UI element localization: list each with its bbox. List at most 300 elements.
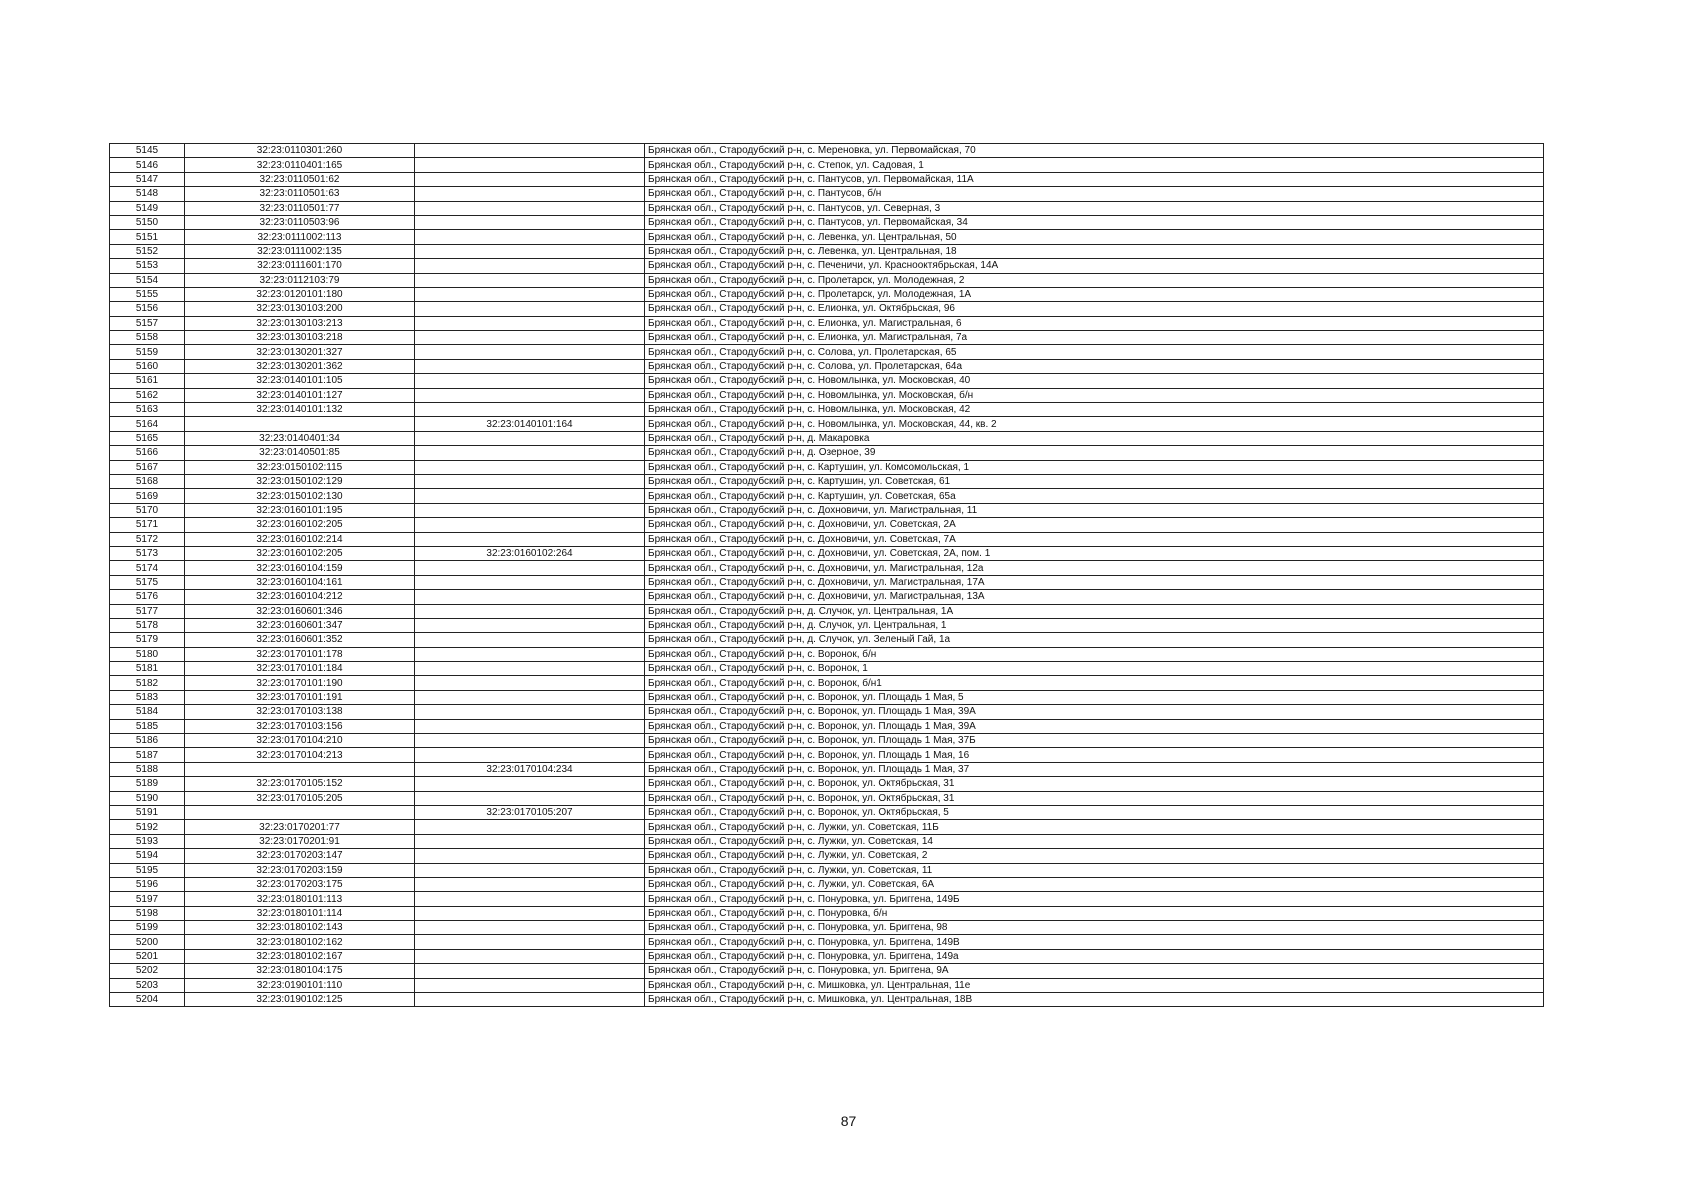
table-row xyxy=(110,403,1544,417)
table-row xyxy=(110,834,1544,848)
table-row xyxy=(110,618,1544,632)
cadastral-number-cell: 32:23:0170103:138 xyxy=(185,705,415,719)
table-row xyxy=(110,734,1544,748)
sub-object-cadastral-cell xyxy=(415,273,645,287)
sub-object-cadastral-cell xyxy=(415,748,645,762)
sub-object-cadastral-cell xyxy=(415,259,645,273)
cadastral-number-cell: 32:23:0110301:260 xyxy=(185,144,415,158)
sub-object-cadastral-cell xyxy=(415,662,645,676)
address-cell: Брянская обл., Стародубский р-н, с. Дохновичи, ул. Советская, 2А, пом. 1 xyxy=(645,546,1544,560)
cadastral-number-cell: 32:23:0110501:63 xyxy=(185,187,415,201)
sub-object-cadastral-cell xyxy=(415,460,645,474)
cadastral-number-cell: 32:23:0160101:195 xyxy=(185,503,415,517)
address-cell: Брянская обл., Стародубский р-н, с. Понуровка, ул. Бриггена, 9А xyxy=(645,964,1544,978)
row-number-cell: 5183 xyxy=(110,690,185,704)
address-cell: Брянская обл., Стародубский р-н, с. Лужки, ул. Советская, 11 xyxy=(645,863,1544,877)
address-cell: Брянская обл., Стародубский р-н, д. Случок, ул. Центральная, 1 xyxy=(645,618,1544,632)
address-cell: Брянская обл., Стародубский р-н, с. Пантусов, ул. Северная, 3 xyxy=(645,201,1544,215)
sub-object-cadastral-cell xyxy=(415,144,645,158)
sub-object-cadastral-cell xyxy=(415,834,645,848)
row-number-cell: 5204 xyxy=(110,993,185,1007)
address-cell: Брянская обл., Стародубский р-н, д. Макаровка xyxy=(645,431,1544,445)
row-number-cell: 5153 xyxy=(110,259,185,273)
table-row xyxy=(110,374,1544,388)
cadastral-number-cell: 32:23:0170203:175 xyxy=(185,877,415,891)
cadastral-number-cell: 32:23:0170203:159 xyxy=(185,863,415,877)
address-cell: Брянская обл., Стародубский р-н, с. Дохновичи, ул. Магистральная, 17А xyxy=(645,575,1544,589)
address-cell: Брянская обл., Стародубский р-н, с. Воронок, ул. Площадь 1 Мая, 16 xyxy=(645,748,1544,762)
sub-object-cadastral-cell: 32:23:0140101:164 xyxy=(415,417,645,431)
row-number-cell: 5196 xyxy=(110,877,185,891)
row-number-cell: 5166 xyxy=(110,446,185,460)
table-row xyxy=(110,791,1544,805)
sub-object-cadastral-cell xyxy=(415,777,645,791)
address-cell: Брянская обл., Стародубский р-н, с. Новомлынка, ул. Московская, 42 xyxy=(645,403,1544,417)
sub-object-cadastral-cell xyxy=(415,230,645,244)
row-number-cell: 5178 xyxy=(110,618,185,632)
table-row xyxy=(110,676,1544,690)
table-row xyxy=(110,532,1544,546)
row-number-cell: 5171 xyxy=(110,518,185,532)
table-row xyxy=(110,561,1544,575)
cadastral-number-cell: 32:23:0130201:327 xyxy=(185,345,415,359)
address-cell: Брянская обл., Стародубский р-н, с. Мереновка, ул. Первомайская, 70 xyxy=(645,144,1544,158)
cadastral-number-cell: 32:23:0150102:130 xyxy=(185,489,415,503)
row-number-cell: 5194 xyxy=(110,849,185,863)
address-cell: Брянская обл., Стародубский р-н, с. Картушин, ул. Советская, 65а xyxy=(645,489,1544,503)
cadastral-number-cell: 32:23:0170101:191 xyxy=(185,690,415,704)
cadastral-number-cell: 32:23:0160104:212 xyxy=(185,590,415,604)
sub-object-cadastral-cell xyxy=(415,302,645,316)
cadastral-number-cell: 32:23:0130103:213 xyxy=(185,316,415,330)
row-number-cell: 5151 xyxy=(110,230,185,244)
address-cell: Брянская обл., Стародубский р-н, с. Картушин, ул. Комсомольская, 1 xyxy=(645,460,1544,474)
row-number-cell: 5154 xyxy=(110,273,185,287)
address-cell: Брянская обл., Стародубский р-н, д. Случок, ул. Зеленый Гай, 1а xyxy=(645,633,1544,647)
cadastral-number-cell xyxy=(185,805,415,819)
row-number-cell: 5195 xyxy=(110,863,185,877)
address-cell: Брянская обл., Стародубский р-н, с. Пролетарск, ул. Молодежная, 2 xyxy=(645,273,1544,287)
sub-object-cadastral-cell xyxy=(415,964,645,978)
address-cell: Брянская обл., Стародубский р-н, д. Случок, ул. Центральная, 1А xyxy=(645,604,1544,618)
table-row xyxy=(110,820,1544,834)
table-row xyxy=(110,417,1544,431)
sub-object-cadastral-cell xyxy=(415,734,645,748)
row-number-cell: 5165 xyxy=(110,431,185,445)
address-cell: Брянская обл., Стародубский р-н, с. Картушин, ул. Советская, 61 xyxy=(645,474,1544,488)
address-cell: Брянская обл., Стародубский р-н, с. Пантусов, ул. Первомайская, 11А xyxy=(645,172,1544,186)
table-row xyxy=(110,446,1544,460)
table-row xyxy=(110,647,1544,661)
address-cell: Брянская обл., Стародубский р-н, с. Солова, ул. Пролетарская, 64а xyxy=(645,359,1544,373)
row-number-cell: 5173 xyxy=(110,546,185,560)
sub-object-cadastral-cell xyxy=(415,820,645,834)
table-row xyxy=(110,187,1544,201)
address-cell: Брянская обл., Стародубский р-н, с. Воронок, б/н1 xyxy=(645,676,1544,690)
sub-object-cadastral-cell xyxy=(415,892,645,906)
cadastral-number-cell: 32:23:0160102:214 xyxy=(185,532,415,546)
sub-object-cadastral-cell xyxy=(415,935,645,949)
sub-object-cadastral-cell xyxy=(415,791,645,805)
sub-object-cadastral-cell xyxy=(415,201,645,215)
cadastral-number-cell: 32:23:0140101:105 xyxy=(185,374,415,388)
row-number-cell: 5203 xyxy=(110,978,185,992)
sub-object-cadastral-cell xyxy=(415,532,645,546)
cadastral-number-cell: 32:23:0170101:190 xyxy=(185,676,415,690)
address-cell: Брянская обл., Стародубский р-н, с. Лужки, ул. Советская, 11Б xyxy=(645,820,1544,834)
row-number-cell: 5146 xyxy=(110,158,185,172)
sub-object-cadastral-cell xyxy=(415,921,645,935)
row-number-cell: 5189 xyxy=(110,777,185,791)
cadastral-number-cell: 32:23:0170105:205 xyxy=(185,791,415,805)
registry-table-body xyxy=(110,144,1544,1007)
sub-object-cadastral-cell xyxy=(415,446,645,460)
table-row xyxy=(110,705,1544,719)
sub-object-cadastral-cell: 32:23:0170104:234 xyxy=(415,762,645,776)
table-row xyxy=(110,964,1544,978)
table-row xyxy=(110,633,1544,647)
sub-object-cadastral-cell xyxy=(415,316,645,330)
table-row xyxy=(110,921,1544,935)
address-cell: Брянская обл., Стародубский р-н, с. Новомлынка, ул. Московская, 44, кв. 2 xyxy=(645,417,1544,431)
cadastral-number-cell: 32:23:0180101:113 xyxy=(185,892,415,906)
table-row xyxy=(110,359,1544,373)
sub-object-cadastral-cell xyxy=(415,949,645,963)
table-row xyxy=(110,877,1544,891)
row-number-cell: 5174 xyxy=(110,561,185,575)
row-number-cell: 5177 xyxy=(110,604,185,618)
address-cell: Брянская обл., Стародубский р-н, с. Лужки, ул. Советская, 6А xyxy=(645,877,1544,891)
cadastral-number-cell: 32:23:0160601:352 xyxy=(185,633,415,647)
sub-object-cadastral-cell xyxy=(415,374,645,388)
address-cell: Брянская обл., Стародубский р-н, с. Елионка, ул. Магистральная, 7а xyxy=(645,331,1544,345)
table-row xyxy=(110,805,1544,819)
cadastral-number-cell xyxy=(185,762,415,776)
row-number-cell: 5193 xyxy=(110,834,185,848)
cadastral-number-cell: 32:23:0170101:184 xyxy=(185,662,415,676)
row-number-cell: 5181 xyxy=(110,662,185,676)
table-row xyxy=(110,777,1544,791)
address-cell: Брянская обл., Стародубский р-н, с. Пролетарск, ул. Молодежная, 1А xyxy=(645,287,1544,301)
address-cell: Брянская обл., Стародубский р-н, с. Новомлынка, ул. Московская, б/н xyxy=(645,388,1544,402)
table-row xyxy=(110,144,1544,158)
table-row xyxy=(110,259,1544,273)
sub-object-cadastral-cell xyxy=(415,633,645,647)
row-number-cell: 5159 xyxy=(110,345,185,359)
cadastral-number-cell: 32:23:0130103:218 xyxy=(185,331,415,345)
table-row xyxy=(110,575,1544,589)
row-number-cell: 5175 xyxy=(110,575,185,589)
table-row xyxy=(110,503,1544,517)
table-row xyxy=(110,748,1544,762)
sub-object-cadastral-cell xyxy=(415,676,645,690)
table-row xyxy=(110,316,1544,330)
address-cell: Брянская обл., Стародубский р-н, с. Дохновичи, ул. Магистральная, 12а xyxy=(645,561,1544,575)
sub-object-cadastral-cell xyxy=(415,503,645,517)
sub-object-cadastral-cell xyxy=(415,359,645,373)
sub-object-cadastral-cell xyxy=(415,690,645,704)
cadastral-number-cell: 32:23:0110501:77 xyxy=(185,201,415,215)
row-number-cell: 5179 xyxy=(110,633,185,647)
row-number-cell: 5180 xyxy=(110,647,185,661)
row-number-cell: 5162 xyxy=(110,388,185,402)
table-row xyxy=(110,719,1544,733)
row-number-cell: 5197 xyxy=(110,892,185,906)
cadastral-number-cell: 32:23:0160102:205 xyxy=(185,546,415,560)
address-cell: Брянская обл., Стародубский р-н, с. Дохновичи, ул. Магистральная, 11 xyxy=(645,503,1544,517)
row-number-cell: 5148 xyxy=(110,187,185,201)
table-row xyxy=(110,388,1544,402)
row-number-cell: 5150 xyxy=(110,215,185,229)
table-row xyxy=(110,935,1544,949)
table-row xyxy=(110,849,1544,863)
address-cell: Брянская обл., Стародубский р-н, с. Дохновичи, ул. Советская, 7А xyxy=(645,532,1544,546)
table-row xyxy=(110,431,1544,445)
sub-object-cadastral-cell xyxy=(415,618,645,632)
address-cell: Брянская обл., Стародубский р-н, с. Солова, ул. Пролетарская, 65 xyxy=(645,345,1544,359)
cadastral-number-cell: 32:23:0111002:135 xyxy=(185,244,415,258)
address-cell: Брянская обл., Стародубский р-н, с. Воронок, ул. Площадь 1 Мая, 39А xyxy=(645,719,1544,733)
table-row xyxy=(110,518,1544,532)
row-number-cell: 5186 xyxy=(110,734,185,748)
sub-object-cadastral-cell xyxy=(415,849,645,863)
row-number-cell: 5198 xyxy=(110,906,185,920)
cadastral-number-cell: 32:23:0160601:347 xyxy=(185,618,415,632)
sub-object-cadastral-cell xyxy=(415,518,645,532)
cadastral-number-cell: 32:23:0120101:180 xyxy=(185,287,415,301)
sub-object-cadastral-cell: 32:23:0160102:264 xyxy=(415,546,645,560)
address-cell: Брянская обл., Стародубский р-н, с. Воронок, ул. Площадь 1 Мая, 37Б xyxy=(645,734,1544,748)
address-cell: Брянская обл., Стародубский р-н, с. Воронок, ул. Площадь 1 Мая, 37 xyxy=(645,762,1544,776)
row-number-cell: 5172 xyxy=(110,532,185,546)
table-row xyxy=(110,460,1544,474)
row-number-cell: 5152 xyxy=(110,244,185,258)
table-row xyxy=(110,978,1544,992)
sub-object-cadastral-cell xyxy=(415,647,645,661)
sub-object-cadastral-cell xyxy=(415,993,645,1007)
sub-object-cadastral-cell xyxy=(415,388,645,402)
address-cell: Брянская обл., Стародубский р-н, с. Понуровка, б/н xyxy=(645,906,1544,920)
cadastral-number-cell: 32:23:0112103:79 xyxy=(185,273,415,287)
sub-object-cadastral-cell xyxy=(415,489,645,503)
row-number-cell: 5199 xyxy=(110,921,185,935)
table-row xyxy=(110,215,1544,229)
row-number-cell: 5157 xyxy=(110,316,185,330)
cadastral-number-cell: 32:23:0170103:156 xyxy=(185,719,415,733)
cadastral-number-cell: 32:23:0180102:167 xyxy=(185,949,415,963)
address-cell: Брянская обл., Стародубский р-н, с. Воронок, ул. Октябрьская, 5 xyxy=(645,805,1544,819)
sub-object-cadastral-cell xyxy=(415,590,645,604)
address-cell: Брянская обл., Стародубский р-н, с. Понуровка, ул. Бриггена, 149Б xyxy=(645,892,1544,906)
row-number-cell: 5164 xyxy=(110,417,185,431)
row-number-cell: 5200 xyxy=(110,935,185,949)
sub-object-cadastral-cell xyxy=(415,345,645,359)
sub-object-cadastral-cell xyxy=(415,172,645,186)
sub-object-cadastral-cell xyxy=(415,244,645,258)
row-number-cell: 5149 xyxy=(110,201,185,215)
sub-object-cadastral-cell xyxy=(415,575,645,589)
row-number-cell: 5201 xyxy=(110,949,185,963)
row-number-cell: 5192 xyxy=(110,820,185,834)
cadastral-number-cell: 32:23:0160104:161 xyxy=(185,575,415,589)
table-row xyxy=(110,474,1544,488)
row-number-cell: 5188 xyxy=(110,762,185,776)
cadastral-number-cell xyxy=(185,417,415,431)
table-row xyxy=(110,892,1544,906)
cadastral-number-cell: 32:23:0110501:62 xyxy=(185,172,415,186)
row-number-cell: 5191 xyxy=(110,805,185,819)
address-cell: Брянская обл., Стародубский р-н, с. Дохновичи, ул. Магистральная, 13А xyxy=(645,590,1544,604)
address-cell: Брянская обл., Стародубский р-н, с. Воронок, ул. Октябрьская, 31 xyxy=(645,777,1544,791)
address-cell: Брянская обл., Стародубский р-н, с. Елионка, ул. Магистральная, 6 xyxy=(645,316,1544,330)
row-number-cell: 5176 xyxy=(110,590,185,604)
cadastral-number-cell: 32:23:0180101:114 xyxy=(185,906,415,920)
address-cell: Брянская обл., Стародубский р-н, с. Мишковка, ул. Центральная, 11е xyxy=(645,978,1544,992)
page-number: 87 xyxy=(840,1113,857,1129)
table-row xyxy=(110,993,1544,1007)
table-row xyxy=(110,489,1544,503)
row-number-cell: 5167 xyxy=(110,460,185,474)
cadastral-number-cell: 32:23:0160104:159 xyxy=(185,561,415,575)
cadastral-number-cell: 32:23:0170201:77 xyxy=(185,820,415,834)
sub-object-cadastral-cell xyxy=(415,287,645,301)
table-row xyxy=(110,863,1544,877)
address-cell: Брянская обл., Стародубский р-н, с. Новомлынка, ул. Московская, 40 xyxy=(645,374,1544,388)
cadastral-number-cell: 32:23:0180102:162 xyxy=(185,935,415,949)
row-number-cell: 5187 xyxy=(110,748,185,762)
address-cell: Брянская обл., Стародубский р-н, с. Воронок, б/н xyxy=(645,647,1544,661)
cadastral-number-cell: 32:23:0160601:346 xyxy=(185,604,415,618)
sub-object-cadastral-cell xyxy=(415,187,645,201)
address-cell: Брянская обл., Стародубский р-н, с. Печеничи, ул. Краснооктябрьская, 14А xyxy=(645,259,1544,273)
sub-object-cadastral-cell xyxy=(415,431,645,445)
address-cell: Брянская обл., Стародубский р-н, с. Понуровка, ул. Бриггена, 149В xyxy=(645,935,1544,949)
row-number-cell: 5145 xyxy=(110,144,185,158)
cadastral-number-cell: 32:23:0140101:127 xyxy=(185,388,415,402)
address-cell: Брянская обл., Стародубский р-н, с. Левенка, ул. Центральная, 50 xyxy=(645,230,1544,244)
cadastral-number-cell: 32:23:0170104:213 xyxy=(185,748,415,762)
table-row xyxy=(110,546,1544,560)
address-cell: Брянская обл., Стародубский р-н, с. Левенка, ул. Центральная, 18 xyxy=(645,244,1544,258)
sub-object-cadastral-cell xyxy=(415,705,645,719)
cadastral-number-cell: 32:23:0111002:113 xyxy=(185,230,415,244)
row-number-cell: 5147 xyxy=(110,172,185,186)
table-row xyxy=(110,590,1544,604)
address-cell: Брянская обл., Стародубский р-н, с. Воронок, ул. Площадь 1 Мая, 5 xyxy=(645,690,1544,704)
row-number-cell: 5182 xyxy=(110,676,185,690)
cadastral-number-cell: 32:23:0130201:362 xyxy=(185,359,415,373)
cadastral-number-cell: 32:23:0170203:147 xyxy=(185,849,415,863)
cadastral-number-cell: 32:23:0130103:200 xyxy=(185,302,415,316)
table-row xyxy=(110,158,1544,172)
sub-object-cadastral-cell xyxy=(415,719,645,733)
table-row xyxy=(110,662,1544,676)
cadastral-number-cell: 32:23:0190102:125 xyxy=(185,993,415,1007)
cadastral-number-cell: 32:23:0190101:110 xyxy=(185,978,415,992)
cadastral-number-cell: 32:23:0140501:85 xyxy=(185,446,415,460)
sub-object-cadastral-cell: 32:23:0170105:207 xyxy=(415,805,645,819)
address-cell: Брянская обл., Стародубский р-н, с. Степок, ул. Садовая, 1 xyxy=(645,158,1544,172)
row-number-cell: 5184 xyxy=(110,705,185,719)
sub-object-cadastral-cell xyxy=(415,474,645,488)
cadastral-number-cell: 32:23:0110401:165 xyxy=(185,158,415,172)
sub-object-cadastral-cell xyxy=(415,158,645,172)
cadastral-number-cell: 32:23:0110503:96 xyxy=(185,215,415,229)
address-cell: Брянская обл., Стародубский р-н, с. Воронок, 1 xyxy=(645,662,1544,676)
row-number-cell: 5155 xyxy=(110,287,185,301)
sub-object-cadastral-cell xyxy=(415,604,645,618)
cadastral-number-cell: 32:23:0140101:132 xyxy=(185,403,415,417)
row-number-cell: 5202 xyxy=(110,964,185,978)
property-registry-table xyxy=(109,143,1544,1007)
sub-object-cadastral-cell xyxy=(415,978,645,992)
cadastral-number-cell: 32:23:0170201:91 xyxy=(185,834,415,848)
cadastral-number-cell: 32:23:0140401:34 xyxy=(185,431,415,445)
row-number-cell: 5190 xyxy=(110,791,185,805)
table-row xyxy=(110,604,1544,618)
address-cell: Брянская обл., Стародубский р-н, с. Пантусов, б/н xyxy=(645,187,1544,201)
cadastral-number-cell: 32:23:0170104:210 xyxy=(185,734,415,748)
cadastral-number-cell: 32:23:0111601:170 xyxy=(185,259,415,273)
address-cell: Брянская обл., Стародубский р-н, с. Понуровка, ул. Бриггена, 98 xyxy=(645,921,1544,935)
address-cell: Брянская обл., Стародубский р-н, д. Озерное, 39 xyxy=(645,446,1544,460)
address-cell: Брянская обл., Стародубский р-н, с. Понуровка, ул. Бриггена, 149а xyxy=(645,949,1544,963)
sub-object-cadastral-cell xyxy=(415,403,645,417)
row-number-cell: 5169 xyxy=(110,489,185,503)
sub-object-cadastral-cell xyxy=(415,863,645,877)
table-row xyxy=(110,201,1544,215)
cadastral-number-cell: 32:23:0150102:129 xyxy=(185,474,415,488)
sub-object-cadastral-cell xyxy=(415,906,645,920)
table-row xyxy=(110,345,1544,359)
cadastral-number-cell: 32:23:0180102:143 xyxy=(185,921,415,935)
table-row xyxy=(110,690,1544,704)
row-number-cell: 5170 xyxy=(110,503,185,517)
table-row xyxy=(110,230,1544,244)
cadastral-number-cell: 32:23:0170105:152 xyxy=(185,777,415,791)
sub-object-cadastral-cell xyxy=(415,561,645,575)
cadastral-number-cell: 32:23:0180104:175 xyxy=(185,964,415,978)
cadastral-number-cell: 32:23:0170101:178 xyxy=(185,647,415,661)
row-number-cell: 5160 xyxy=(110,359,185,373)
row-number-cell: 5168 xyxy=(110,474,185,488)
address-cell: Брянская обл., Стародубский р-н, с. Лужки, ул. Советская, 2 xyxy=(645,849,1544,863)
row-number-cell: 5156 xyxy=(110,302,185,316)
address-cell: Брянская обл., Стародубский р-н, с. Воронок, ул. Площадь 1 Мая, 39А xyxy=(645,705,1544,719)
table-row xyxy=(110,172,1544,186)
cadastral-number-cell: 32:23:0150102:115 xyxy=(185,460,415,474)
row-number-cell: 5163 xyxy=(110,403,185,417)
table-row xyxy=(110,273,1544,287)
table-row xyxy=(110,331,1544,345)
address-cell: Брянская обл., Стародубский р-н, с. Воронок, ул. Октябрьская, 31 xyxy=(645,791,1544,805)
address-cell: Брянская обл., Стародубский р-н, с. Пантусов, ул. Первомайская, 34 xyxy=(645,215,1544,229)
sub-object-cadastral-cell xyxy=(415,877,645,891)
table-row xyxy=(110,762,1544,776)
cadastral-number-cell: 32:23:0160102:205 xyxy=(185,518,415,532)
address-cell: Брянская обл., Стародубский р-н, с. Дохновичи, ул. Советская, 2А xyxy=(645,518,1544,532)
sub-object-cadastral-cell xyxy=(415,215,645,229)
table-row xyxy=(110,906,1544,920)
sub-object-cadastral-cell xyxy=(415,331,645,345)
row-number-cell: 5185 xyxy=(110,719,185,733)
row-number-cell: 5161 xyxy=(110,374,185,388)
table-row xyxy=(110,949,1544,963)
address-cell: Брянская обл., Стародубский р-н, с. Мишковка, ул. Центральная, 18В xyxy=(645,993,1544,1007)
address-cell: Брянская обл., Стародубский р-н, с. Елионка, ул. Октябрьская, 96 xyxy=(645,302,1544,316)
row-number-cell: 5158 xyxy=(110,331,185,345)
address-cell: Брянская обл., Стародубский р-н, с. Лужки, ул. Советская, 14 xyxy=(645,834,1544,848)
